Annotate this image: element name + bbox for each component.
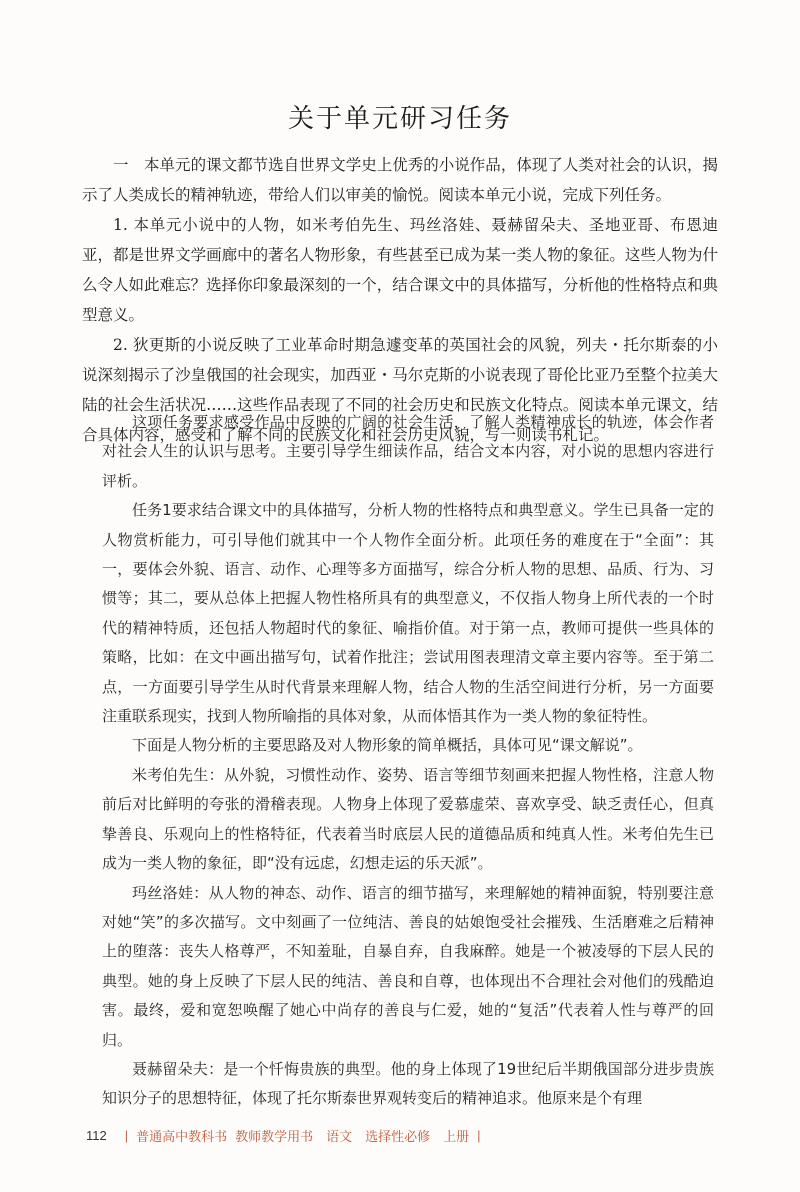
- task-intro: 一 本单元的课文都节选自世界文学史上优秀的小说作品，体现了人类对社会的认识，揭示了人类成长的精神轨迹，带给人们以审美的愉悦。阅读本单元小说，完成下列任务。: [82, 156, 718, 204]
- page-title: 关于单元研习任务: [287, 104, 512, 134]
- guide-paragraph: 任务1要求结合课文中的具体描写，分析人物的性格特点和典型意义。学生已具备一定的人物赏析能力，可引导他们就其中一个人物作全面分析。此项任务的难度在于“全面”：其一，要体会外貌、语言、动作、心理等多方面描写，综合分析人物的思想、品质、行为、习惯等；其二，要从总体上把握人物性格所具有的典型意义，不仅指人物身上所代表的一个时代的精神特质，还包括人物超时代的象征、喻指价值。对于第一点，教师可提供一些具体的策略，比如：在文中画出描写句，试着作批注；尝试用图表理清文章主要内容等。至于第二点，一方面要引导学生从时代背景来理解人物，结合人物的生活空间进行分析，另一方面要注重联系现实，找到人物所喻指的具体对象，从而体悟其作为一类人物的象征特性。: [102, 501, 714, 726]
- task-item-1: 1. 本单元小说中的人物，如米考伯先生、玛丝洛娃、聂赫留朵夫、圣地亚哥、布恩迪亚，都是世界文学画廊中的著名人物形象，有些甚至已成为某一类人物的象征。这些人物为什么令人如此难忘？选择你印象最深刻的一个，结合课文中的具体描写，分析他的性格特点和典型意义。: [82, 216, 718, 324]
- footer-divider: |: [124, 1127, 129, 1143]
- unit-task-section: [82, 150, 718, 450]
- guide-paragraph: 下面是人物分析的主要思路及对人物形象的简单概括，具体可见“课文解说”。: [132, 736, 643, 755]
- footer-divider: |: [477, 1127, 481, 1143]
- guide-paragraph: 聂赫留朵夫：是一个忏悔贵族的典型。他的身上体现了19世纪后半期俄国部分进步贵族知识分子的思想特征，体现了托尔斯泰世界观转变后的精神追求。他原来是个有理: [102, 1059, 714, 1108]
- guide-paragraph: 玛丝洛娃：从人物的神态、动作、语言的细节描写，来理解她的精神面貌，特别要注意对她“笑”的多次描写。文中刻画了一位纯洁、善良的姑娘饱受社会摧残、生活磨难之后精神上的堕落：丧失人格尊严，不知羞耻，自暴自弃，自我麻醉。她是一个被凌辱的下层人民的典型。她的身上反映了下层人民的纯洁、善良和自尊，也体现出不合理社会对他们的残酷迫害。最终，爱和宽恕唤醒了她心中尚存的善良与仁爱，她的“复活”代表着人性与尊严的回归。: [102, 883, 714, 1049]
- page-footer: [86, 1124, 489, 1146]
- guide-paragraph: 这项任务要求感受作品中反映的广阔的社会生活，了解人类精神成长的轨迹，体会作者对社会人生的认识与思考。主要引导学生细读作品，结合文本内容，对小说的思想内容进行评析。: [102, 413, 714, 490]
- book-title: 普通高中教科书: [136, 1128, 228, 1144]
- book-series: 教师教学用书 语文 选择性必修 上册: [235, 1128, 470, 1144]
- teaching-guide-section: [102, 408, 714, 1114]
- page-number: 112: [86, 1127, 107, 1143]
- task-item-2: 2. 狄更斯的小说反映了工业革命时期急遽变革的英国社会的风貌，列夫・托尔斯泰的小说深刻揭示了沙皇俄国的社会现实，加西亚・马尔克斯的小说表现了哥伦比亚乃至整个拉美大陆的社会生活状况……这些作品表现了不同的社会历史和民族文化特点。阅读本单元课文，结合具体内容，感受和了解不同的民族文化和社会历史风貌，写一则读书札记。: [82, 336, 718, 444]
- guide-paragraph: 米考伯先生：从外貌，习惯性动作、姿势、语言等细节刻画来把握人物性格，注意人物前后对比鲜明的夸张的滑稽表现。人物身上体现了爱慕虚荣、喜欢享受、缺乏责任心，但真挚善良、乐观向上的性格特征，代表着当时底层人民的道德品质和纯真人性。米考伯先生已成为一类人物的象征，即“没有远虑，幻想走运的乐天派”。: [102, 765, 714, 873]
